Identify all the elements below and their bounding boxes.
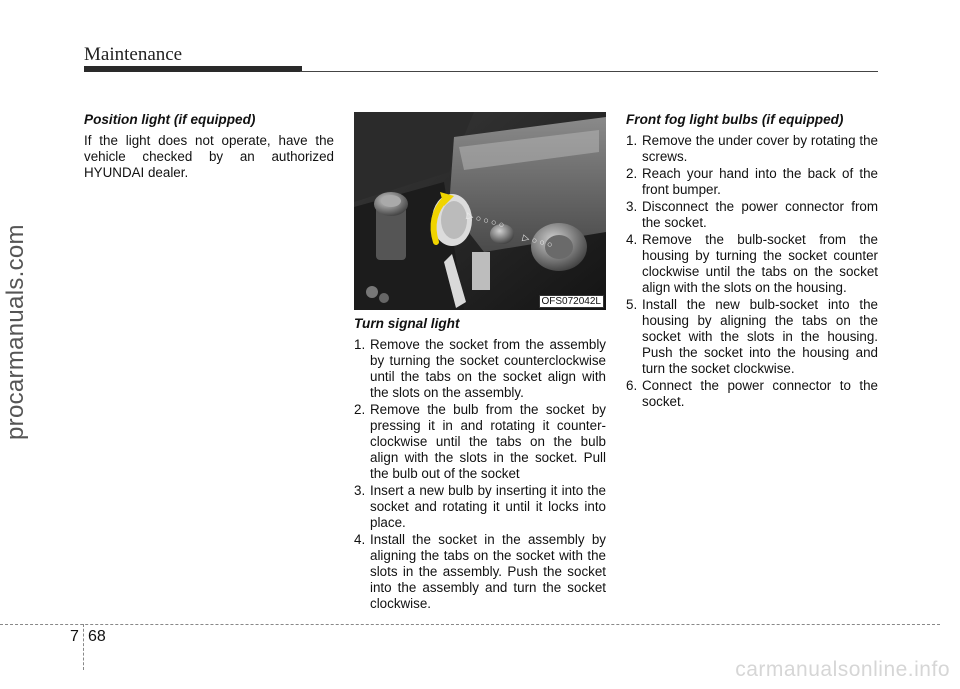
fog-light-heading: Front fog light bulbs (if equipped) [626,112,844,127]
turn-signal-section [354,316,606,613]
page-header-title: Maintenance [84,44,183,65]
footer-rule [0,624,940,625]
step-text: Install the new bulb-socket into the housing by aligning the tabs on the socket with the slots in the housing. Push the socket into the housing and turn the socket clockwise. [642,297,878,376]
step-text: Insert a new bulb by inserting it into the socket and rotating it until it locks into place. [370,483,606,530]
step-text: Connect the power connector to the socket. [642,378,878,409]
side-watermark: procarmanuals.com [2,224,29,440]
list-item [626,297,878,377]
svg-text:▷ ○ ○ ○: ▷ ○ ○ ○ [521,232,554,250]
list-item [626,133,878,165]
section-number: 7 [70,628,79,645]
position-light-section [84,112,334,181]
step-number: 6. [626,378,638,393]
step-number: 1. [626,133,638,148]
step-text: Remove the bulb-socket from the housing by turning the socket counter clockwise until the tabs on the socket align with the slots on the housing. [642,232,878,295]
step-text: Remove the under cover by rotating the screws. [642,133,878,164]
list-item [626,199,878,231]
list-item [354,337,606,401]
step-text: Remove the socket from the assembly by turning the socket counterclockwise until the tabs on the socket align with the slots on the assembly. [370,337,606,400]
list-item [626,166,878,198]
fog-light-section [626,112,878,411]
step-number: 4. [626,232,638,247]
bottom-watermark: carmanualsonline.info [735,658,950,681]
list-item [626,232,878,296]
step-number: 2. [354,402,366,417]
step-number: 3. [354,483,366,498]
step-number: 5. [626,297,638,312]
step-text: Install the socket in the assembly by aligning the tabs on the socket with the slots in the assembly. Push the socket into the assembly and turn the socket clockwise. [370,532,606,611]
svg-text:▷ ○ ○ ○ ○: ▷ ○ ○ ○ ○ [465,210,506,230]
position-light-heading: Position light (if equipped) [84,112,256,127]
position-light-text: If the light does not operate, have the vehicle checked by an authorized HYUNDAI dealer. [84,133,334,180]
list-item [354,483,606,531]
turn-signal-steps [354,337,606,612]
header-rule-thick [84,66,302,72]
step-text: Remove the bulb from the socket by pressing it in and rotating it counter-clockwise until the tabs on the bulb align with the slots in the socket. Pull the bulb out of the socket [370,402,606,481]
step-number: 4. [354,532,366,547]
step-number: 1. [354,337,366,352]
step-number: 2. [626,166,638,181]
step-text: Disconnect the power connector from the socket. [642,199,878,230]
photo-illustration [354,112,606,310]
bulb-socket-photo [354,112,606,310]
footer-divider [83,624,84,670]
page-number: 68 [88,628,106,645]
list-item [354,532,606,612]
header-rule-thin [300,71,878,72]
step-text: Reach your hand into the back of the front bumper. [642,166,878,197]
fog-light-steps [626,133,878,410]
list-item [354,402,606,482]
list-item [626,378,878,410]
figure-code: OFS072042L [539,295,605,308]
turn-signal-heading: Turn signal light [354,316,460,331]
step-number: 3. [626,199,638,214]
